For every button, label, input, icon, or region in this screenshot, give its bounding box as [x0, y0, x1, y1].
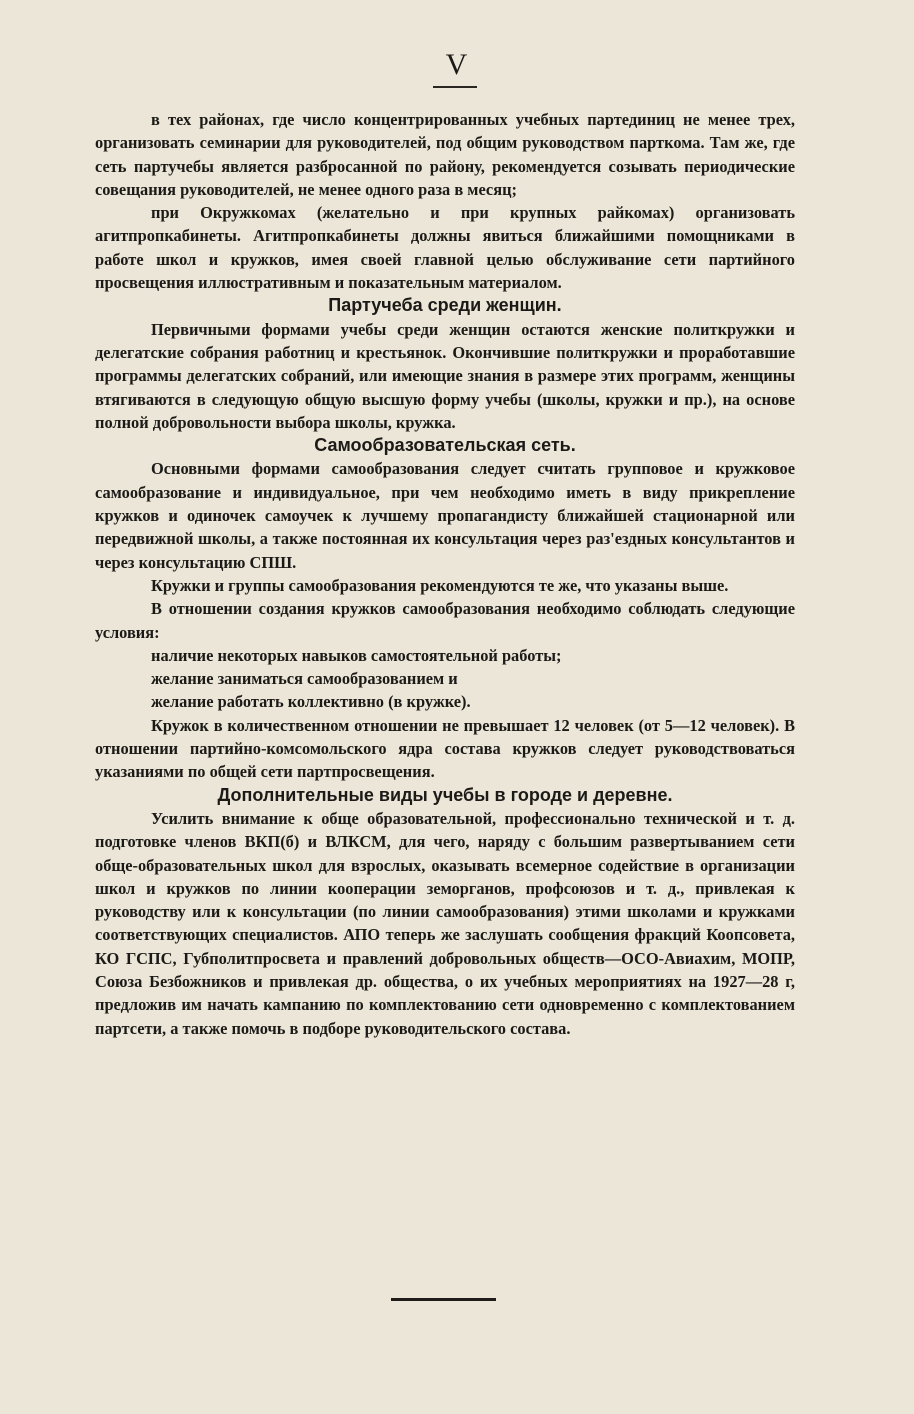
selfedu-paragraph-3: В отношении создания кружков самообразования необходимо соблюдать следующие условия: — [95, 599, 795, 642]
section-heading-selfedu: Самообразовательская сеть. — [314, 435, 576, 456]
page-content — [95, 108, 795, 1040]
page-number: V — [445, 48, 469, 81]
condition-item-3: желание работать коллективно (в кружке). — [151, 692, 471, 712]
selfedu-paragraph-1: Основными формами самообразования следует считать групповое и кружковое самообразование и индивидуальное, при чем необходимо иметь в виду прикрепление кружков и одиночек самоучек к лучшему пропагандисту ближайшей стационарной или передвижной школы, а также постоянная их консультация через раз'ездных консультантов и через консультацию СПШ. — [95, 459, 795, 572]
section-heading-extra: Дополнительные виды учебы в городе и деревне. — [217, 784, 673, 805]
page-number-rule — [433, 86, 477, 88]
section-heading-women: Партучеба среди женщин. — [328, 295, 562, 316]
condition-item-2: желание заниматься самообразованием и — [151, 669, 458, 689]
intro-paragraph-2: при Окружкомах (желательно и при крупных райкомах) организовать агитпропкабинеты. Агитпропкабинеты должны явиться ближайшими помощниками в работе школ и кружков, имея своей главной целью обслуживание сети партийного просвещения иллюстративным и показательным материалом. — [95, 203, 795, 293]
selfedu-paragraph-2: Кружки и группы самообразования рекомендуются те же, что указаны выше. — [151, 575, 729, 595]
selfedu-paragraph-4: Кружок в количественном отношении не превышает 12 человек (от 5—12 человек). В отношении партийно-комсомольского ядра состава кружков следует руководствоваться указаниями по общей сети партпросвещения. — [95, 715, 795, 782]
condition-item-1: наличие некоторых навыков самостоятельной работы; — [151, 645, 562, 665]
intro-paragraph-1: в тех районах, где число концентрированных учебных партединиц не менее трех, организовать семинарии для руководителей, под общим руководством парткома. Там же, где сеть партучебы является разбросанной по району, рекомендуется созывать периодические совещания руководителей, не менее одного раза в месяц; — [95, 110, 795, 199]
end-rule — [391, 1298, 496, 1301]
extra-paragraph-1: Усилить внимание к обще образовательной, профессионально технической и т. д. подготовке членов ВКП(б) и ВЛКСМ, для чего, наряду с большим развертыванием сети обще-образовательных школ для взрослых, оказывать всемерное содействие в организации школ и кружков по линии кооперации земорганов, профсоюзов и т. д., привлекая к руководству или к консультации (по линии самообразования) этими школами и кружками соответствующих специалистов. АПО теперь же заслушать сообщения фракций Коопсовета, КО ГСПС, Губполитпросвета и правлений добровольных обществ—ОСО-Авиахим, МОПР, Союза Безбожников и привлекая др. общества, о их учебных мероприятиях на 1927—28 г, предложив им начать кампанию по комплектованию сети одновременно с комплектованием партсети, а также помочь в подборе руководительского состава. — [95, 808, 795, 1038]
women-paragraph-1: Первичными формами учебы среди женщин остаются женские политкружки и делегатские собрания работниц и крестьянок. Окончившие политкружки и проработавшие программы делегатских собраний, или имеющие знания в размере этих программ, женщины втягиваются в следующую общую высшую форму учебы (школы, кружки и пр.), на основе полной добровольности выбора школы, кружка. — [95, 319, 795, 432]
